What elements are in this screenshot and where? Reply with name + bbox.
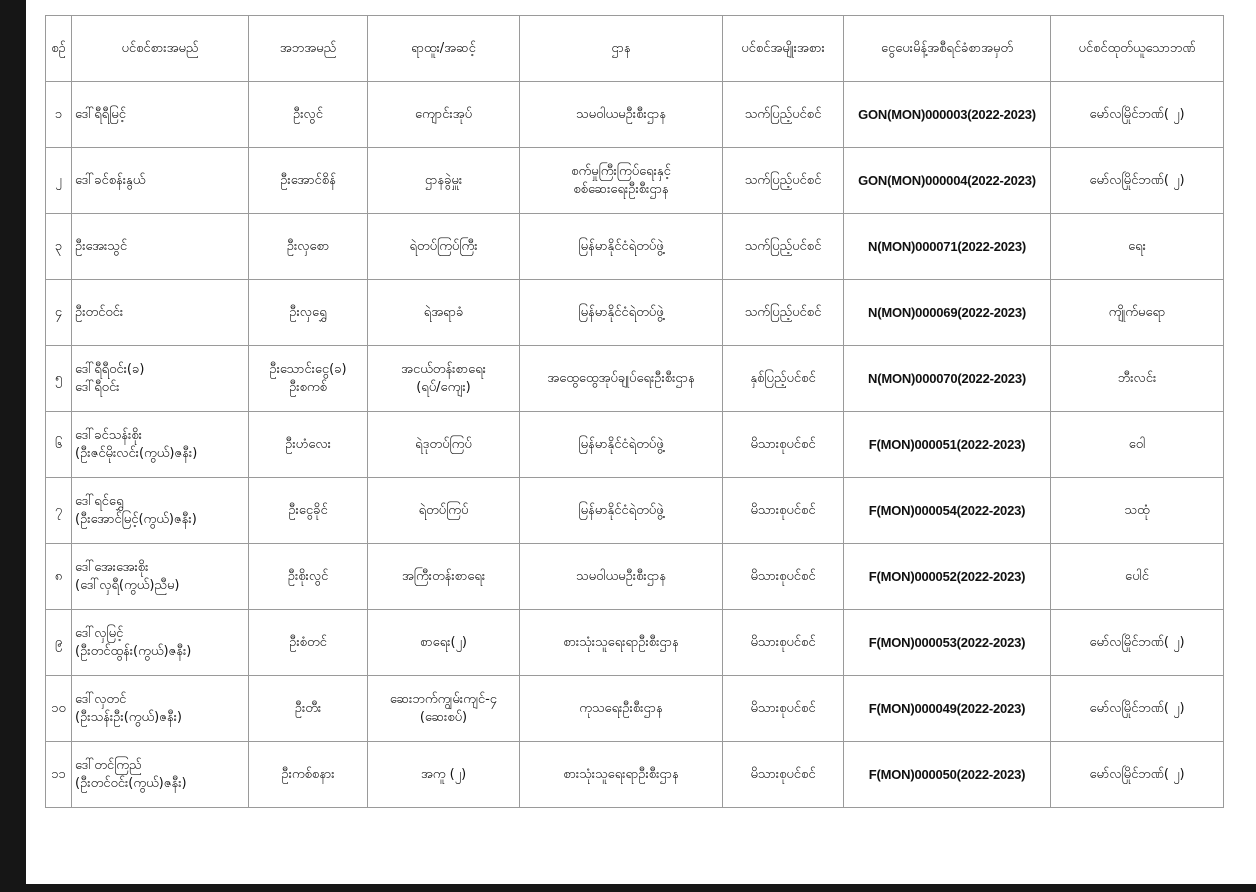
header-pension-type: ပင်စင်အမျိုးအစား <box>723 16 844 82</box>
cell-name <box>72 280 249 346</box>
cell-pension-type <box>723 148 844 214</box>
cell-rank-text: အကူ (၂) <box>420 766 467 782</box>
cell-order-no <box>844 280 1051 346</box>
cell-department <box>520 742 723 808</box>
cell-name <box>72 214 249 280</box>
cell-order-no-text: F(MON)000051(2022-2023) <box>868 436 1026 452</box>
cell-bank <box>1051 412 1224 478</box>
cell-bank <box>1051 82 1224 148</box>
cell-pension-type-text: မိသားစုပင်စင် <box>750 502 816 518</box>
header-rank: ရာထူး/အဆင့် <box>368 16 520 82</box>
cell-pension-type-text: မိသားစုပင်စင် <box>750 568 816 584</box>
cell-no <box>46 412 72 478</box>
cell-pension-type-text: မိသားစုပင်စင် <box>750 436 816 452</box>
cell-father <box>249 148 368 214</box>
cell-no-text: ၅ <box>54 370 63 386</box>
cell-rank <box>368 742 520 808</box>
cell-father-text: ဦးအောင်စိန် <box>280 172 336 188</box>
cell-order-no-text: N(MON)000070(2022-2023) <box>868 370 1026 386</box>
cell-bank <box>1051 610 1224 676</box>
table-row <box>46 214 1224 280</box>
cell-name-text: ဒေါ်ခင်သန်းစိုး <box>75 427 142 443</box>
cell-pension-type <box>723 544 844 610</box>
cell-name-text: (ဦးတင်ဝင်း(ကွယ်)ဇနီး) <box>75 775 187 791</box>
cell-order-no <box>844 148 1051 214</box>
cell-name-text: ဒေါ်ရီဝင်း <box>75 379 120 395</box>
cell-department-text: မြန်မာနိုင်ငံရဲတပ်ဖွဲ့ <box>578 304 664 320</box>
cell-department-text: စားသုံးသူရေးရာဦးစီးဌာန <box>563 766 679 782</box>
cell-department <box>520 676 723 742</box>
cell-bank-text: မော်လမြိုင်ဘဏ်( ၂) <box>1089 766 1185 782</box>
cell-no-text: ၉ <box>54 634 63 650</box>
cell-order-no <box>844 82 1051 148</box>
cell-father <box>249 412 368 478</box>
cell-father-text: ဦးတီး <box>294 700 322 716</box>
cell-father-text: ဦးကစ်စနား <box>281 766 335 782</box>
header-no: စဉ် <box>46 16 72 82</box>
cell-no-text: ၆ <box>54 436 63 452</box>
cell-no <box>46 742 72 808</box>
table-row <box>46 544 1224 610</box>
cell-order-no-text: GON(MON)000003(2022-2023) <box>858 106 1036 122</box>
cell-order-no <box>844 346 1051 412</box>
cell-rank <box>368 676 520 742</box>
cell-bank <box>1051 346 1224 412</box>
cell-name-text: ဒေါ်အေးအေးစိုး <box>75 559 149 575</box>
cell-name <box>72 412 249 478</box>
cell-order-no-text: N(MON)000069(2022-2023) <box>868 304 1026 320</box>
cell-pension-type <box>723 346 844 412</box>
cell-no-text: ၈ <box>54 568 63 584</box>
cell-rank-text: (ရပ်/ကျေး) <box>416 379 471 395</box>
cell-bank-text: ကျိုက်မရော <box>1108 304 1166 320</box>
cell-order-no <box>844 742 1051 808</box>
cell-no-text: ၁ <box>54 106 63 122</box>
cell-order-no <box>844 676 1051 742</box>
cell-department <box>520 280 723 346</box>
cell-father-text: ဦးသောင်းငွေ(ခ) <box>269 361 347 377</box>
cell-pension-type <box>723 280 844 346</box>
cell-bank-text: မော်လမြိုင်ဘဏ်( ၂) <box>1089 634 1185 650</box>
table-row <box>46 610 1224 676</box>
cell-father <box>249 478 368 544</box>
cell-father-text: ဦးစကစ် <box>289 379 327 395</box>
cell-father <box>249 676 368 742</box>
cell-father <box>249 544 368 610</box>
cell-bank-text: မော်လမြိုင်ဘဏ်( ၂) <box>1089 106 1185 122</box>
header-order-no: ငွေပေးမိန့်အစီရင်ခံစာအမှတ် <box>844 16 1051 82</box>
cell-department-text: မြန်မာနိုင်ငံရဲတပ်ဖွဲ့ <box>578 238 664 254</box>
cell-rank-text: ရဲတပ်ကြပ်ကြီး <box>409 238 478 254</box>
cell-department-text: မြန်မာနိုင်ငံရဲတပ်ဖွဲ့ <box>578 502 664 518</box>
cell-no-text: ၇ <box>54 502 63 518</box>
cell-department <box>520 478 723 544</box>
cell-bank-text: မော်လမြိုင်ဘဏ်( ၂) <box>1089 700 1185 716</box>
cell-bank <box>1051 544 1224 610</box>
cell-order-no <box>844 214 1051 280</box>
cell-pension-type <box>723 610 844 676</box>
cell-no <box>46 280 72 346</box>
cell-pension-type <box>723 82 844 148</box>
cell-name-text: (ဦးသန်းဦး(ကွယ်)ဇနီး) <box>75 709 183 725</box>
cell-father-text: ဦးစိုးလွင် <box>287 568 329 584</box>
cell-pension-type <box>723 676 844 742</box>
cell-order-no-text: F(MON)000049(2022-2023) <box>868 700 1026 716</box>
cell-pension-type-text: မိသားစုပင်စင် <box>750 634 816 650</box>
cell-department <box>520 214 723 280</box>
cell-department-text: သမဝါယမဦးစီးဌာန <box>576 106 666 122</box>
cell-order-no-text: F(MON)000050(2022-2023) <box>868 766 1026 782</box>
cell-pension-type-text: သက်ပြည့်ပင်စင် <box>744 238 822 254</box>
cell-name-text: ဒေါ်ရီရီဝင်း(ခ) <box>75 361 145 377</box>
cell-name <box>72 478 249 544</box>
cell-father-text: ဦးလှရွှေ <box>289 304 327 320</box>
cell-name <box>72 82 249 148</box>
cell-pension-type <box>723 742 844 808</box>
cell-rank-text: ရဲအရာခံ <box>423 304 464 320</box>
cell-rank-text: ဆေးဘက်ကျွမ်းကျင်-၄ <box>389 691 498 707</box>
cell-name-text: ဦးအေးသွင် <box>75 238 128 254</box>
cell-department-text: ကုသရေးဦးစီးဌာန <box>579 700 663 716</box>
cell-department-text: မြန်မာနိုင်ငံရဲတပ်ဖွဲ့ <box>578 436 664 452</box>
pension-table <box>45 15 1224 808</box>
cell-department <box>520 346 723 412</box>
cell-name-text: (ဦးအောင်မြင့်(ကွယ်)ဇနီး) <box>75 511 197 527</box>
cell-bank-text: မော်လမြိုင်ဘဏ်( ၂) <box>1089 172 1185 188</box>
cell-department-text: စားသုံးသူရေးရာဦးစီးဌာန <box>563 634 679 650</box>
bottom-dark-border <box>0 884 1256 892</box>
cell-rank-text: အကြီးတန်းစာရေး <box>401 568 486 584</box>
cell-department <box>520 82 723 148</box>
cell-father <box>249 742 368 808</box>
cell-department-text: စက်မှုကြီးကြပ်ရေးနှင့် <box>571 163 671 179</box>
cell-name-text: ဒေါ်ရီရီမြင့် <box>75 106 126 122</box>
cell-order-no <box>844 544 1051 610</box>
cell-no <box>46 676 72 742</box>
header-name: ပင်စင်စားအမည် <box>72 16 249 82</box>
cell-bank-text: ပေါင် <box>1125 568 1149 584</box>
cell-department <box>520 544 723 610</box>
cell-name <box>72 610 249 676</box>
table-row <box>46 148 1224 214</box>
cell-name-text: ဒေါ်လှတင် <box>75 691 127 707</box>
cell-bank-text: ဘီးလင်း <box>1117 370 1157 386</box>
cell-pension-type-text: သက်ပြည့်ပင်စင် <box>744 304 822 320</box>
cell-no-text: ၂ <box>55 172 62 188</box>
cell-rank-text: ရဲဒုတပ်ကြပ် <box>415 436 472 452</box>
cell-department-text: စစ်ဆေးရေးဦးစီးဌာန <box>573 181 669 197</box>
cell-bank <box>1051 676 1224 742</box>
cell-rank <box>368 544 520 610</box>
cell-rank-text: ဌာနခွဲမှူး <box>424 172 463 188</box>
cell-pension-type <box>723 214 844 280</box>
cell-department-text: အထွေထွေအုပ်ချုပ်ရေးဦးစီးဌာန <box>547 370 695 386</box>
cell-name-text: ဒေါ်ရင်ရွှေ <box>75 493 124 509</box>
cell-pension-type <box>723 478 844 544</box>
cell-department <box>520 412 723 478</box>
cell-order-no-text: N(MON)000071(2022-2023) <box>868 238 1026 254</box>
cell-bank <box>1051 742 1224 808</box>
cell-father-text: ဦးငွေခိုင် <box>288 502 328 518</box>
cell-order-no <box>844 412 1051 478</box>
cell-name-text: ဒေါ်တင်ကြည် <box>75 757 142 773</box>
cell-department-text: သမဝါယမဦးစီးဌာန <box>576 568 666 584</box>
cell-rank <box>368 82 520 148</box>
table-row <box>46 280 1224 346</box>
cell-father-text: ဦးစံတင် <box>289 634 327 650</box>
cell-no <box>46 610 72 676</box>
table-row <box>46 676 1224 742</box>
cell-no <box>46 346 72 412</box>
table-row <box>46 478 1224 544</box>
cell-rank-text: အငယ်တန်းစာရေး <box>401 361 486 377</box>
cell-rank <box>368 412 520 478</box>
header-father: အဘအမည် <box>249 16 368 82</box>
cell-no <box>46 214 72 280</box>
cell-rank-text: ကျောင်းအုပ် <box>414 106 473 122</box>
cell-father <box>249 610 368 676</box>
cell-rank-text: ရဲတပ်ကြပ် <box>418 502 469 518</box>
cell-order-no-text: F(MON)000052(2022-2023) <box>868 568 1026 584</box>
cell-department <box>520 610 723 676</box>
cell-no-text: ၄ <box>54 304 63 320</box>
cell-pension-type-text: မိသားစုပင်စင် <box>750 700 816 716</box>
document-sheet <box>26 0 1256 884</box>
cell-pension-type-text: မိသားစုပင်စင် <box>750 766 816 782</box>
cell-name <box>72 544 249 610</box>
cell-bank <box>1051 148 1224 214</box>
cell-bank <box>1051 214 1224 280</box>
cell-pension-type-text: သက်ပြည့်ပင်စင် <box>744 106 822 122</box>
cell-father <box>249 280 368 346</box>
cell-name <box>72 742 249 808</box>
cell-bank <box>1051 280 1224 346</box>
cell-rank <box>368 148 520 214</box>
cell-father-text: ဦးဟံလေး <box>285 436 331 452</box>
cell-no <box>46 148 72 214</box>
cell-name <box>72 346 249 412</box>
cell-name-text: ဒေါ်လှမြင့် <box>75 625 124 641</box>
cell-bank-text: သထုံ <box>1124 502 1150 518</box>
cell-no-text: ၁၁ <box>51 766 66 782</box>
cell-father <box>249 346 368 412</box>
table-row <box>46 82 1224 148</box>
cell-rank <box>368 610 520 676</box>
header-bank: ပင်စင်ထုတ်ယူသောဘဏ် <box>1051 16 1224 82</box>
cell-order-no <box>844 610 1051 676</box>
cell-bank <box>1051 478 1224 544</box>
cell-name <box>72 676 249 742</box>
cell-name-text: (ဒေါ်လှရီ(ကွယ်)ညီမ) <box>75 577 180 593</box>
table-header-row <box>46 16 1224 82</box>
cell-father <box>249 214 368 280</box>
cell-no <box>46 82 72 148</box>
cell-no <box>46 478 72 544</box>
cell-name-text: ဦးတင်ဝင်း <box>75 304 124 320</box>
cell-department <box>520 148 723 214</box>
table-row <box>46 346 1224 412</box>
cell-order-no-text: F(MON)000054(2022-2023) <box>868 502 1026 518</box>
cell-rank-text: (ဆေးစပ်) <box>419 709 468 725</box>
cell-pension-type-text: နှစ်ပြည့်ပင်စင် <box>750 370 816 386</box>
cell-order-no-text: F(MON)000053(2022-2023) <box>868 634 1026 650</box>
table-row <box>46 412 1224 478</box>
cell-no-text: ၃ <box>54 238 63 254</box>
header-department: ဌာန <box>520 16 723 82</box>
cell-order-no-text: GON(MON)000004(2022-2023) <box>858 172 1036 188</box>
cell-no <box>46 544 72 610</box>
cell-rank-text: စာရေး(၂) <box>419 634 467 650</box>
cell-rank <box>368 478 520 544</box>
cell-father <box>249 82 368 148</box>
cell-rank <box>368 346 520 412</box>
cell-pension-type-text: သက်ပြည့်ပင်စင် <box>744 172 822 188</box>
cell-father-text: ဦးလွင် <box>293 106 323 122</box>
cell-rank <box>368 214 520 280</box>
cell-rank <box>368 280 520 346</box>
cell-pension-type <box>723 412 844 478</box>
cell-name-text: (ဦးဇင်မိုးလင်း(ကွယ်)ဇနီး) <box>75 445 198 461</box>
cell-name <box>72 148 249 214</box>
cell-name-text: ဒေါ်ခင်စန်းနွယ် <box>75 172 146 188</box>
cell-bank-text: ရေး <box>1128 238 1146 254</box>
cell-order-no <box>844 478 1051 544</box>
cell-bank-text: ဝေါ <box>1128 436 1146 452</box>
left-dark-border <box>0 0 26 892</box>
cell-name-text: (ဦးတင်ထွန်း(ကွယ်)ဇနီး) <box>75 643 192 659</box>
table-row <box>46 742 1224 808</box>
cell-no-text: ၁၀ <box>51 700 66 716</box>
cell-father-text: ဦးလှစော <box>286 238 330 254</box>
